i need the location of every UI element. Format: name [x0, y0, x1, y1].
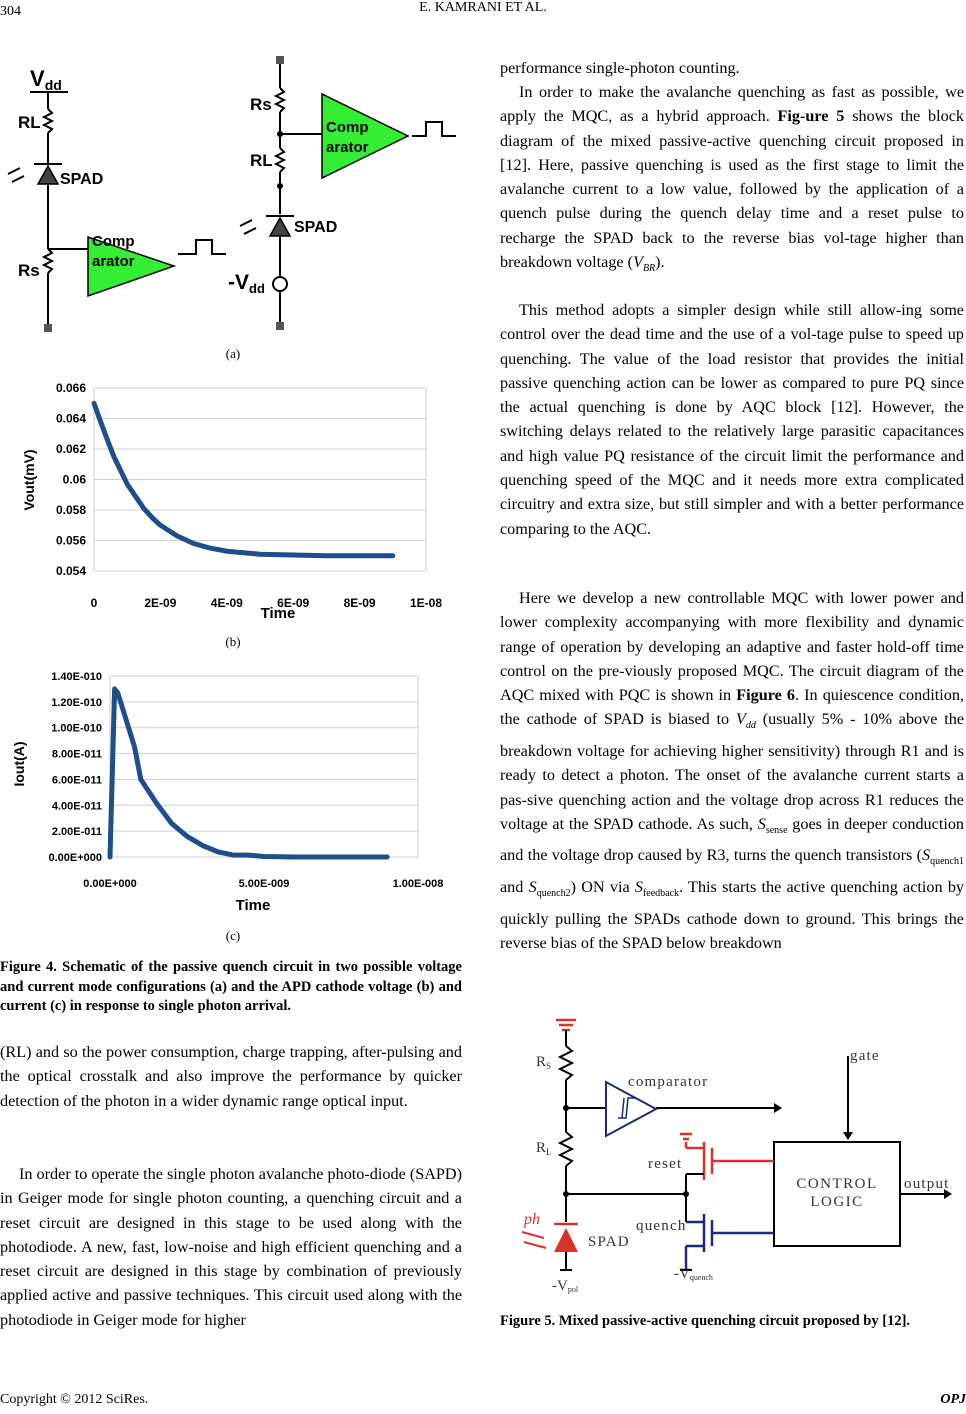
chart-c-y-axis-label: Iout(A) [11, 741, 27, 787]
chart-c-x-tick-label: 0.00E+000 [83, 878, 137, 890]
chart-b-x-tick-label: 8E-09 [343, 596, 376, 610]
rs-left-label: Rs [18, 261, 40, 280]
fig5-vquench-label: -Vquench [674, 1266, 713, 1282]
chart-b-data-point [193, 543, 194, 544]
chart-c-data-point [110, 857, 111, 858]
spad-left-label: SPAD [60, 171, 104, 188]
fig5-comparator-label: comparator [628, 1074, 709, 1090]
chart-c-y-tick-label: 2.00E-011 [51, 826, 102, 839]
chart-c-y-tick-label: 1.40E-010 [51, 671, 102, 683]
chart-c-data-point [140, 779, 141, 780]
chart-b-y-tick-label: 0.062 [55, 442, 86, 456]
chart-b-data-point [107, 439, 108, 440]
fig5-quench-label: quench [636, 1218, 687, 1234]
left-paragraph-continued: (RL) and so the power consumption, charge trapping, after-pulsing and the optical crosstalk and also improve the performance by quicker detection of the photon in a wider dynamic range optical input. [0, 1043, 462, 1110]
chart-b-y-axis-label: Vout(mV) [21, 449, 37, 511]
figure4a-caption: (a) [225, 346, 241, 361]
fig5-control-label-1: CONTROL [796, 1176, 878, 1192]
rl-right-label: RL [250, 151, 273, 170]
chart-b-y-tick-label: 0.064 [55, 411, 86, 426]
chart-b-data-point [177, 535, 178, 536]
chart-c-data-point [233, 855, 234, 856]
chart-b-data-point [226, 551, 227, 552]
comparator-right-label-2: arator [326, 139, 369, 156]
right-paragraph-continued: performance single-photon counting. [500, 59, 740, 77]
fig5-spad-label: SPAD [588, 1234, 630, 1250]
neg-vdd-label: -Vdd [228, 271, 265, 296]
chart-b-x-tick-label: 0 [90, 596, 98, 610]
chart-c-x-tick-label: 1.00E-008 [392, 878, 444, 890]
chart-b-data-point [260, 554, 261, 555]
chart-b-data-point [152, 517, 153, 518]
chart-c-data-point [125, 717, 126, 718]
chart-b-data-point [127, 484, 128, 485]
figure4-caption: Figure 4. Schematic of the passive quench circuit in two possible voltage and current mode configurations (a) and the APD cathode voltage (b) and current (c) in response to single photon arrival. [0, 959, 462, 1014]
fig5-output-label: output [904, 1176, 950, 1192]
chart-b-data-point [120, 470, 121, 471]
chart-c-y-tick-label: 1.20E-010 [51, 696, 102, 709]
chart-c-series-line [110, 689, 387, 857]
figure4b-caption: (b) [225, 634, 241, 649]
comparator-left-label-1: Comp [92, 233, 135, 250]
chart-c-data-point [134, 747, 135, 748]
vdd-label: Vdd [30, 66, 62, 93]
journal-abbreviation: OPJ [940, 1392, 966, 1407]
chart-c-data-point [114, 688, 115, 689]
chart-b-data-point [359, 555, 360, 556]
chart-b-data-point [143, 508, 144, 509]
chart-c-x-tick-label: 5.00E-009 [238, 878, 290, 890]
rl-left-label: RL [18, 113, 41, 132]
fig5-ph-label: ph [524, 1211, 540, 1228]
chart-c-y-tick-label: 4.00E-011 [51, 800, 102, 813]
chart-c-data-point [356, 857, 357, 858]
figure4b-chart [0, 372, 466, 627]
figure4c-chart [0, 664, 466, 914]
chart-b-y-tick-label: 0.058 [55, 503, 86, 517]
figure6-reference[interactable]: Figure 6 [736, 686, 795, 705]
chart-c-data-point [187, 836, 188, 837]
chart-b-data-point [135, 496, 136, 497]
figure5-reference[interactable]: Fig-ure 5 [777, 107, 845, 126]
right-paragraph-4: Here we develop a new controllable MQC with lower power and lower complexity accompanying with more flexibility and dynamic range of operation by developing an adaptive and faster hold-off time control on the pre-viously proposed MQC. The circuit diagram of the AQC mixed with PQC is shown in Figure 6. In quiescence condition, the cathode of SPAD is biased to $V_{dd}$ (usually 5% - 10% above the breakdown voltage for achieving higher sensitivity) through R1 and is ready to detect a photon. The onset of the avalanche current starts a pas-sive quenching action and the voltage drop across R1 reduces the voltage at the SPAD cathode. As such, $S_{sense}$ goes in deeper conduction and the voltage drop caused by R3, turns the quench transistors ($S_{quench1}$ and $S_{quench2}$) ON via $S_{feedback}$. This starts the active quenching action by quickly pulling the SPADs cathode down to ground. This brings the reverse bias of the SPAD below breakdown [500, 589, 965, 952]
comparator-left-label-2: arator [92, 253, 135, 270]
chart-b-data-point [113, 456, 114, 457]
chart-c-x-axis-label: Time [235, 897, 271, 914]
chart-c-y-tick-label: 0.00E+000 [48, 852, 102, 864]
fig5-rl-label: $R_L$ [536, 1140, 552, 1157]
figure4c-caption: (c) [225, 928, 241, 943]
chart-c-y-tick-label: 1.00E-010 [51, 722, 102, 735]
chart-b-x-tick-label: 4E-09 [210, 596, 243, 610]
chart-b-x-tick-label: 6E-09 [277, 596, 310, 610]
chart-c-data-point [264, 856, 265, 857]
chart-b-data-point [293, 554, 294, 555]
left-paragraph-2: In order to operate the single photon avalanche photo-diode (SAPD) in Geiger mode for single photon counting, a quenching circuit and a reset circuit are designed in this stage to be used along with the photodiode. A new, fast, low-noise and high efficient quenching and a reset circuit are designed in this stage by combination of previously applied active and passive techniques. This circuit used along with the photodiode in Geiger mode for higher [0, 1165, 462, 1329]
chart-c-data-point [294, 857, 295, 858]
chart-c-data-point [217, 851, 218, 852]
running-title: E. KAMRANI ET AL. [419, 0, 547, 15]
chart-b-data-point [392, 555, 393, 556]
chart-b-x-axis-label: Time [260, 605, 296, 622]
figure5-caption: Figure 5. Mixed passive-active quenching circuit proposed by [12]. [500, 1313, 911, 1329]
chart-b-data-point [94, 403, 95, 404]
chart-b-data-point [100, 421, 101, 422]
chart-b-y-tick-label: 0.06 [62, 472, 86, 487]
chart-b-y-tick-label: 0.066 [55, 381, 86, 395]
chart-c-data-point [248, 855, 249, 856]
right-paragraph-3: This method adopts a simpler design while still allow-ing some control over the dead time and the use of a vol-tage pulse to speed up quenching. The value of the load resistor that provides the initial passive quenching action can be lower as compared to pure PQ since the actual quenching is done by AQC block [12]. However, the switching delays related to the relatively large parasitic capacitances and high value PQ resistance of the circuit limit the performance and quenching speed of the MQC and it needs more extra complicated circuitry and extra size, but still simpler and with a better performance comparing to the AQC. [500, 301, 964, 538]
chart-b-data-point [210, 548, 211, 549]
chart-b-data-point [160, 525, 161, 526]
chart-b-x-tick-label: 1E-08 [409, 596, 443, 610]
chart-c-data-point [325, 857, 326, 858]
copyright-notice: Copyright © 2012 SciRes. [0, 1392, 149, 1407]
chart-c-y-tick-label: 8.00E-011 [51, 748, 102, 761]
right-paragraph-2: In order to make the avalanche quenching as fast as possible, we apply the MQC, as a hybrid approach. Fig-ure 5 shows the block diagram of the mixed passive-active quenching circuit proposed in [12]. Here, passive quenching is used as the first stage to limit the avalanche current to a low value, followed by the application of a quench pulse during the quench delay time and a reset pulse to recharge the SPAD back to the reverse bias vol-tage higher than breakdown voltage $(V_{BR})$. [500, 83, 964, 275]
spad-right-label: SPAD [294, 219, 338, 236]
chart-b-data-point [326, 555, 327, 556]
figure5-schematic [500, 1008, 966, 1300]
fig5-vpol-label: -Vpol [552, 1278, 579, 1294]
chart-c-data-point [202, 845, 203, 846]
fig5-rs-label: $R_S$ [536, 1054, 552, 1071]
chart-b-y-tick-label: 0.054 [55, 564, 86, 578]
fig5-gate-label: gate [850, 1048, 880, 1064]
chart-b-x-tick-label: 2E-09 [144, 596, 177, 610]
comparator-right-label-1: Comp [326, 119, 369, 136]
chart-c-data-point [171, 823, 172, 824]
rs-right-label: Rs [250, 95, 272, 114]
chart-c-data-point [117, 692, 118, 693]
chart-c-data-point [156, 802, 157, 803]
chart-b-y-tick-label: 0.056 [55, 533, 86, 548]
fig5-control-label-2: LOGIC [810, 1194, 864, 1210]
page-number: 304 [0, 4, 21, 19]
fig5-reset-label: reset [648, 1156, 683, 1172]
chart-c-y-tick-label: 6.00E-011 [51, 774, 102, 787]
chart-c-data-point [387, 857, 388, 858]
figure4a-schematic [0, 44, 466, 344]
